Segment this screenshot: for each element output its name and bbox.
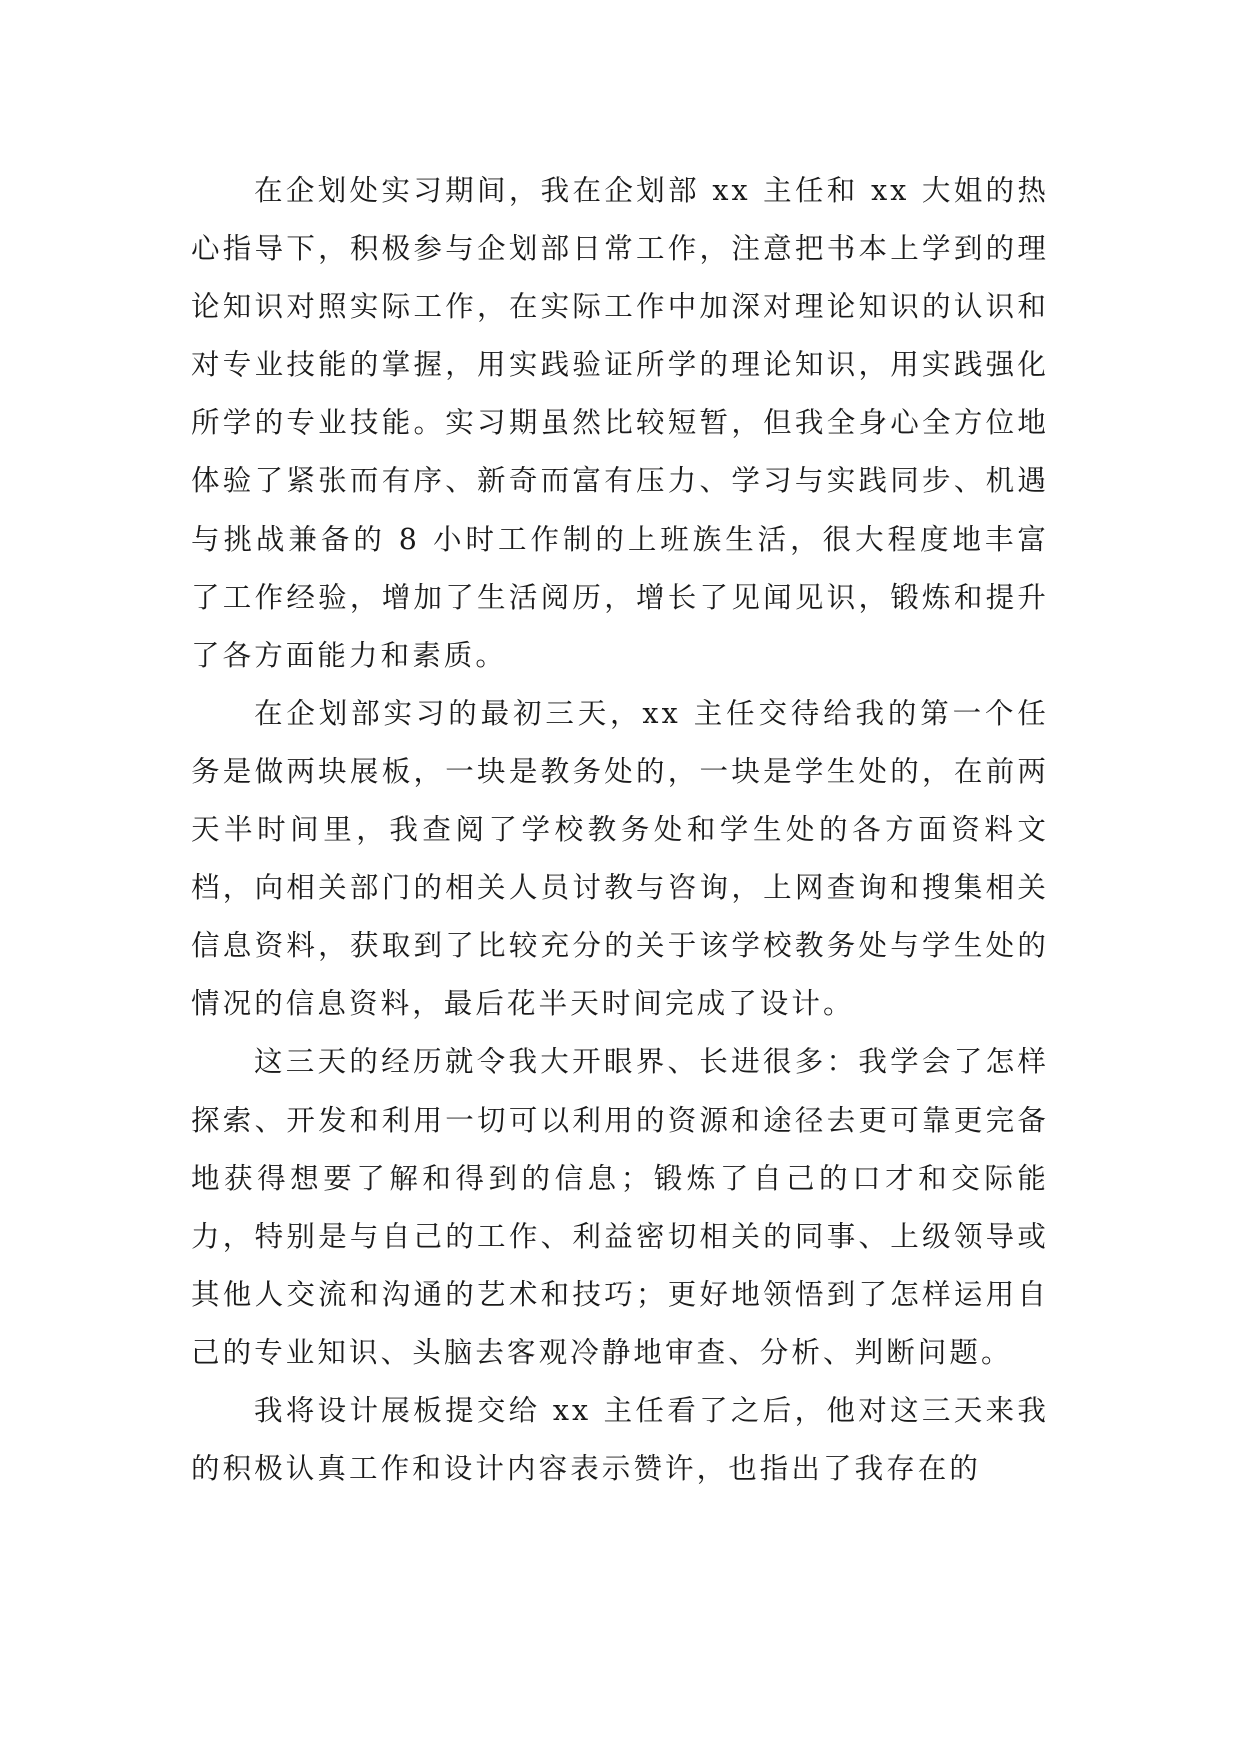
paragraph-4: 我将设计展板提交给 xx 主任看了之后，他对这三天来我的积极认真工作和设计内容表示赞许，也指出了我存在的: [191, 1393, 1049, 1486]
paragraph-3: 这三天的经历就令我大开眼界、长进很多：我学会了怎样探索、开发和利用一切可以利用的资源和途径去更可靠更完备地获得想要了解和得到的信息；锻炼了自己的口才和交际能力，特别是与自己的工作、利益密切相关的同事、上级领导或其他人交流和沟通的艺术和技巧；更好地领悟到了怎样运用自己的专业知识、头脑去客观冷静地审查、分析、判断问题。: [191, 1045, 1049, 1369]
paragraph-1: 在企划处实习期间，我在企划部 xx 主任和 xx 大姐的热心指导下，积极参与企划部日常工作，注意把书本上学到的理论知识对照实际工作，在实际工作中加深对理论知识的认识和对专业技能的掌握，用实践验证所学的理论知识，用实践强化所学的专业技能。实习期虽然比较短暂，但我全身心全方位地体验了紧张而有序、新奇而富有压力、学习与实践同步、机遇与挑战兼备的 8 小时工作制的上班族生活，很大程度地丰富了工作经验，增加了生活阅历，增长了见闻见识，锻炼和提升了各方面能力和素质。: [191, 174, 1049, 672]
document-body: [191, 162, 1049, 1498]
paragraph-2: 在企划部实习的最初三天，xx 主任交待给我的第一个任务是做两块展板，一块是教务处的，一块是学生处的，在前两天半时间里，我查阅了学校教务处和学生处的各方面资料文档，向相关部门的相关人员讨教与咨询，上网查询和搜集相关信息资料，获取到了比较充分的关于该学校教务处与学生处的情况的信息资料，最后花半天时间完成了设计。: [191, 696, 1049, 1021]
